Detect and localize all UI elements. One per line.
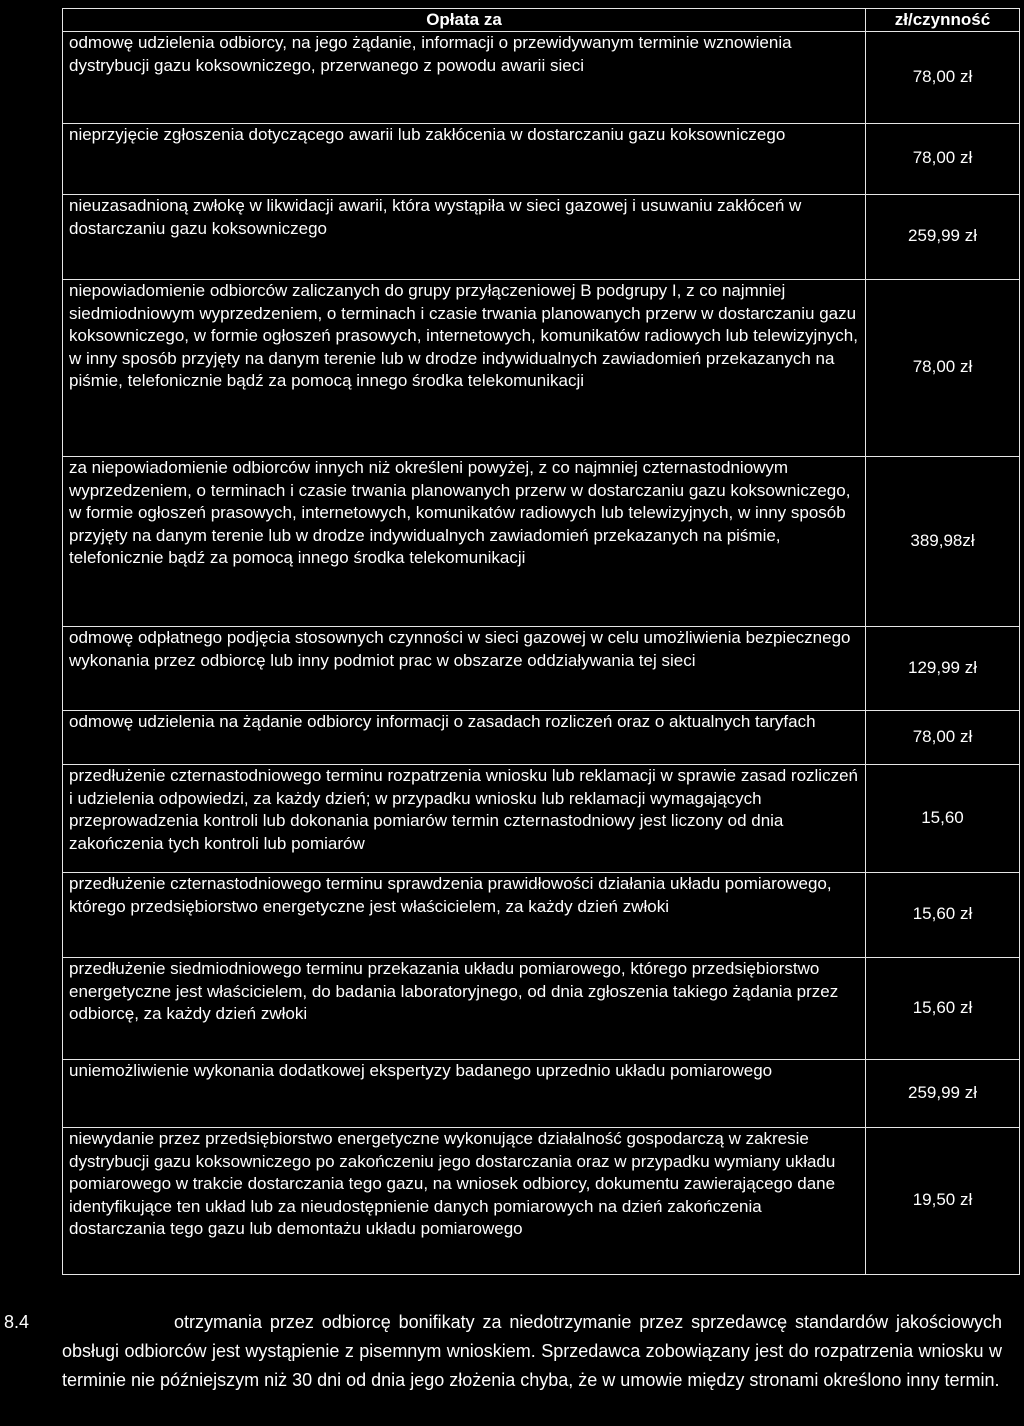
row-description: odmowę udzielenia odbiorcy, na jego żądanie, informacji o przewidywanym terminie wznowienia dystrybucji gazu koksowniczego, przerwanego z powodu awarii sieci — [63, 32, 866, 124]
table-row — [63, 627, 1020, 711]
row-description: odmowę udzielenia na żądanie odbiorcy informacji o zasadach rozliczeń oraz o aktualnych taryfach — [63, 711, 866, 765]
fee-table — [62, 8, 1020, 1275]
row-description: przedłużenie siedmiodniowego terminu przekazania układu pomiarowego, którego przedsiębiorstwo energetyczne jest właścicielem, do badania laboratoryjnego, od dnia zgłoszenia takiego żądania przez odbiorcę, za każdy dzień zwłoki — [63, 958, 866, 1060]
row-fee: 78,00 zł — [866, 711, 1020, 765]
row-description: nieprzyjęcie zgłoszenia dotyczącego awarii lub zakłócenia w dostarczaniu gazu koksowniczego — [63, 124, 866, 195]
table-row — [63, 32, 1020, 124]
row-fee: 129,99 zł — [866, 627, 1020, 711]
row-description: uniemożliwienie wykonania dodatkowej ekspertyzy badanego uprzednio układu pomiarowego — [63, 1060, 866, 1128]
row-description: nieuzasadnioną zwłokę w likwidacji awarii, która wystąpiła w sieci gazowej i usuwaniu zakłóceń w dostarczaniu gazu koksowniczego — [63, 195, 866, 280]
row-fee: 389,98zł — [866, 457, 1020, 627]
row-description: niewydanie przez przedsiębiorstwo energetyczne wykonujące działalność gospodarczą w zakresie dystrybucji gazu koksowniczego po zakończeniu jego dostarczania oraz w przypadku wymiany układu pomiarowego w trakcie dostarczania tego gazu, na wniosek odbiorcy, dokumentu zawierającego dane identyfikujące ten układ lub za nieudostępnienie danych pomiarowych na dzień zakończenia dostarczania tego gazu lub demontażu układu pomiarowego — [63, 1128, 866, 1275]
header-unit: zł/czynność — [866, 9, 1020, 32]
table-row — [63, 711, 1020, 765]
section-number: 8.4 — [4, 1312, 30, 1332]
row-fee: 19,50 zł — [866, 1128, 1020, 1275]
row-fee: 259,99 zł — [866, 195, 1020, 280]
row-description: niepowiadomienie odbiorców zaliczanych do grupy przyłączeniowej B podgrupy I, z co najmniej siedmiodniowym wyprzedzeniem, o terminach i czasie trwania planowanych przerw w dostarczaniu gazu koksowniczego, w formie ogłoszeń prasowych, internetowych, komunikatów radiowych lub telewizyjnych, w inny sposób przyjęty na danym terenie lub w drodze indywidualnych zawiadomień przekazanych na piśmie, telefonicznie bądź za pomocą innego środka telekomunikacji — [63, 280, 866, 457]
table-row — [63, 1128, 1020, 1275]
table-row — [63, 958, 1020, 1060]
table-row — [63, 124, 1020, 195]
row-fee: 78,00 zł — [866, 124, 1020, 195]
row-description: odmowę odpłatnego podjęcia stosownych czynności w sieci gazowej w celu umożliwienia bezpiecznego wykonania przez odbiorcę lub inny podmiot prac w obszarze oddziaływania tej sieci — [63, 627, 866, 711]
row-fee: 78,00 zł — [866, 32, 1020, 124]
table-row — [63, 765, 1020, 873]
table-row — [63, 873, 1020, 958]
header-description: Opłata za — [63, 9, 866, 32]
section-paragraph — [62, 1308, 1002, 1395]
table-row — [63, 1060, 1020, 1128]
row-fee: 15,60 zł — [866, 873, 1020, 958]
row-fee: 15,60 zł — [866, 958, 1020, 1060]
row-fee: 15,60 — [866, 765, 1020, 873]
row-description: przedłużenie czternastodniowego terminu rozpatrzenia wniosku lub reklamacji w sprawie zasad rozliczeń i udzielenia odpowiedzi, za każdy dzień; w przypadku wniosku lub reklamacji wymagających przeprowadzenia kontroli lub dokonania pomiarów termin czternastodniowy jest liczony od dnia zakończenia tych kontroli lub pomiarów — [63, 765, 866, 873]
row-description: przedłużenie czternastodniowego terminu sprawdzenia prawidłowości działania układu pomiarowego, którego przedsiębiorstwo energetyczne jest właścicielem, za każdy dzień zwłoki — [63, 873, 866, 958]
table-row — [63, 280, 1020, 457]
paragraph-text: otrzymania przez odbiorcę bonifikaty za niedotrzymanie przez sprzedawcę standardów jakościowych obsługi odbiorców jest wystąpienie z pisemnym wnioskiem. Sprzedawca zobowiązany jest do rozpatrzenia wniosku w terminie nie późniejszym niż 30 dni od dnia jego złożenia chyba, że w umowie między stronami określono inny termin. — [62, 1312, 1002, 1390]
row-fee: 78,00 zł — [866, 280, 1020, 457]
table-header-row — [63, 9, 1020, 32]
table-row — [63, 457, 1020, 627]
row-description: za niepowiadomienie odbiorców innych niż określeni powyżej, z co najmniej czternastodniowym wyprzedzeniem, o terminach i czasie trwania planowanych przerw w dostarczaniu gazu koksowniczego, w formie ogłoszeń prasowych, internetowych, komunikatów radiowych lub telewizyjnych, w inny sposób przyjęty na danym terenie lub w drodze indywidualnych zawiadomień przekazanych na piśmie, telefonicznie bądź za pomocą innego środka telekomunikacji — [63, 457, 866, 627]
table-row — [63, 195, 1020, 280]
row-fee: 259,99 zł — [866, 1060, 1020, 1128]
